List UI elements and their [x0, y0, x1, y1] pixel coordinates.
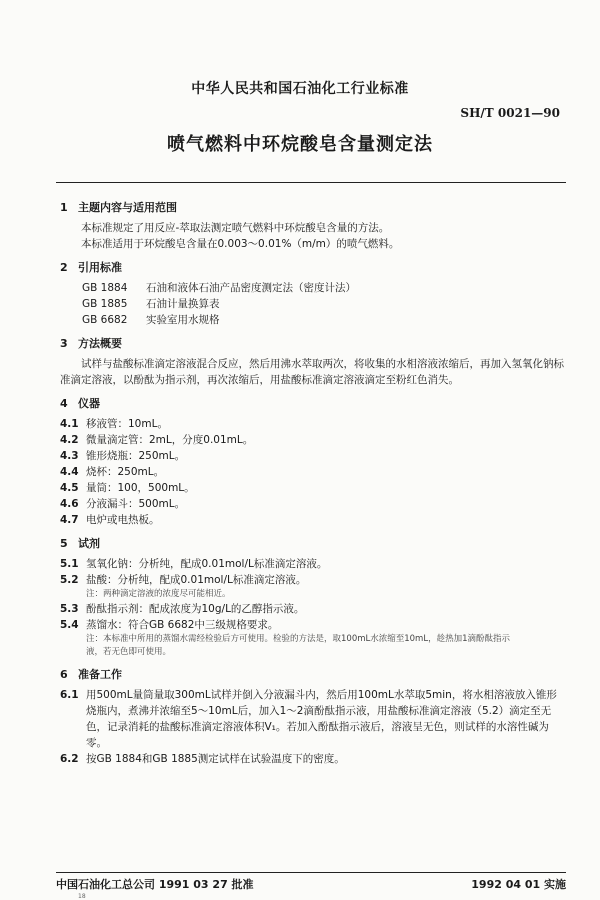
- paragraph: 试样与盐酸标准滴定溶液混合反应，然后用沸水萃取两次，将收集的水相溶液浓缩后，再加入氢氧化钠标准滴定溶液，以酚酞为指示剂，再次浓缩后，用盐酸标准滴定溶液滴定至粉红色消失。: [60, 358, 564, 386]
- section-heading: 5 试剂: [60, 537, 100, 550]
- section-heading: 4 仪器: [60, 397, 100, 410]
- note: 注：两种滴定溶液的浓度尽可能相近。: [86, 589, 231, 599]
- section-heading: 1 主题内容与适用范围: [60, 201, 177, 214]
- standard-code: SH/T 0021—90: [460, 106, 560, 120]
- effective-date: 1992 04 01 实施: [471, 878, 566, 891]
- paragraph: 本标准规定了用反应-萃取法测定喷气燃料中环烷酸皂含量的方法。: [81, 222, 390, 234]
- list-item: 4.2 微量滴定管：2mL，分度0.01mL。: [60, 434, 254, 446]
- note: 液，若无色即可使用。: [86, 647, 172, 657]
- document-title: 喷气燃料中环烷酸皂含量测定法: [167, 134, 433, 155]
- header-divider: [56, 182, 566, 183]
- reference-item: GB 1885 石油计量换算表: [82, 298, 220, 310]
- list-item: 4.1 移液管：10mL。: [60, 418, 168, 430]
- note: 注：本标准中所用的蒸馏水需经检验后方可使用。检验的方法是，取100mL水浓缩至10mL，趁热加1滴酚酞指示: [86, 634, 510, 644]
- issuing-organization: 中华人民共和国石油化工行业标准: [191, 81, 409, 97]
- list-item: 5.1 氢氧化钠：分析纯，配成0.01mol/L标准滴定溶液。: [60, 558, 328, 570]
- list-item: 4.3 锥形烧瓶：250mL。: [60, 450, 186, 462]
- list-item: 5.4 蒸馏水：符合GB 6682中三级规格要求。: [60, 619, 279, 631]
- reference-item: GB 1884 石油和液体石油产品密度测定法（密度计法）: [82, 282, 356, 294]
- section-heading: 3 方法概要: [60, 337, 122, 350]
- document-body: [60, 200, 565, 767]
- paragraph: 本标准适用于环烷酸皂含量在0.003～0.01%（m/m）的喷气燃料。: [81, 238, 400, 250]
- list-item: 4.7 电炉或电热板。: [60, 514, 160, 526]
- reference-item: GB 6682 实验室用水规格: [82, 314, 220, 326]
- list-item: 4.6 分液漏斗：500mL。: [60, 498, 186, 510]
- list-item: 4.4 烧杯：250mL。: [60, 466, 165, 478]
- footer-divider: [56, 872, 566, 873]
- list-item: 6.2 按GB 1884和GB 1885测定试样在试验温度下的密度。: [60, 753, 345, 765]
- list-item: 5.3 酚酞指示剂：配成浓度为10g/L的乙醇指示液。: [60, 603, 305, 615]
- list-item: 4.5 量筒：100，500mL。: [60, 482, 195, 494]
- page-number: 18: [78, 893, 86, 900]
- list-item: 6.1 用500mL量筒量取300mL试样并倒入分液漏斗内，然后用100mL水萃取5min，将水相溶液放入锥形烧瓶内，煮沸并浓缩至5～10mL后，加入1～2滴酚酞指示液，用盐酸标准滴定溶液（5.2）滴定至无色，记录消耗的盐酸标准滴定溶液体积V₁。若加入酚酞指示液后，溶液呈无色，则试样的水溶性碱为零。: [60, 689, 557, 749]
- approval-info: 中国石油化工总公司 1991 03 27 批准: [56, 878, 254, 891]
- section-heading: 2 引用标准: [60, 261, 122, 274]
- section-heading: 6 准备工作: [60, 668, 122, 681]
- list-item: 5.2 盐酸：分析纯，配成0.01mol/L标准滴定溶液。: [60, 574, 307, 586]
